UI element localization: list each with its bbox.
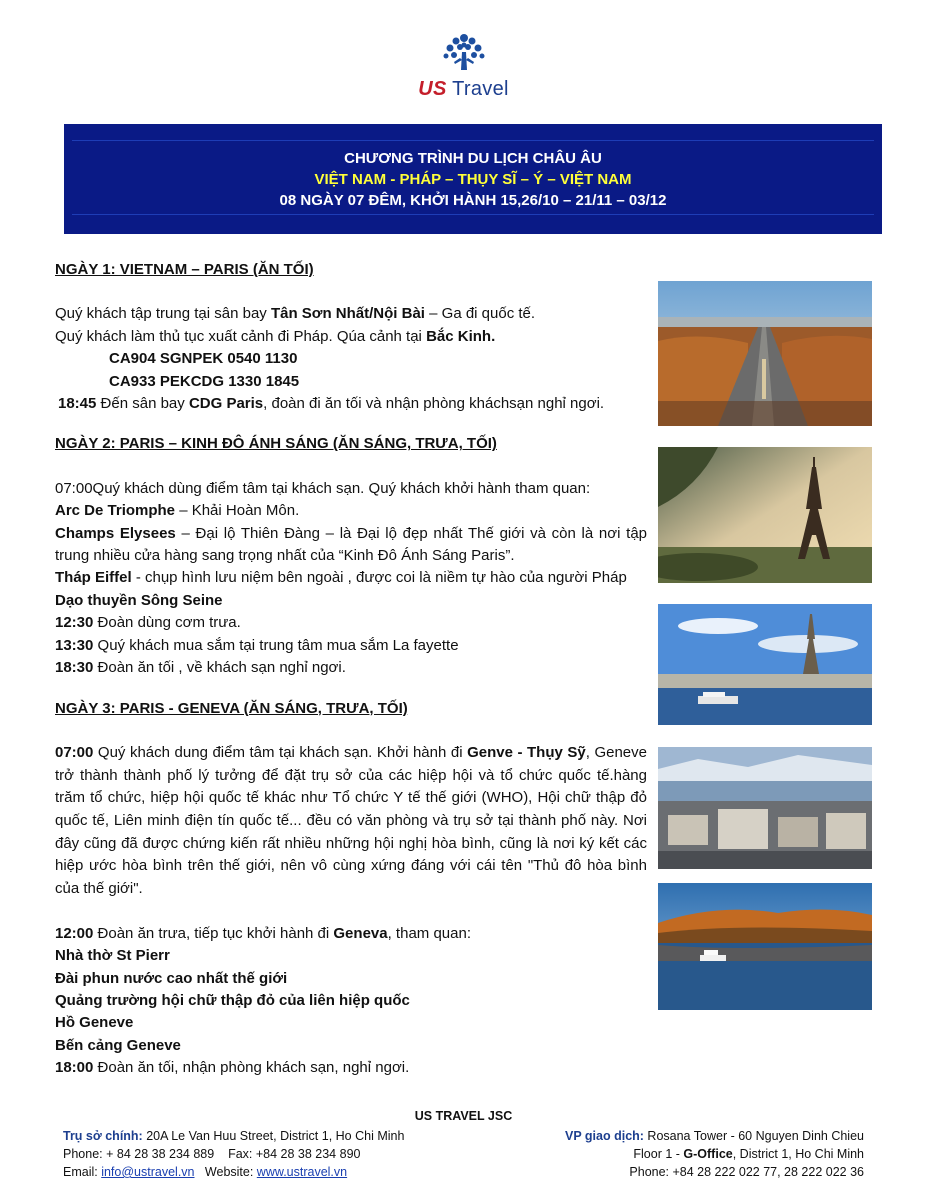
footer-office: [565, 1127, 864, 1181]
banner-dates: 08 NGÀY 07 ĐÊM, KHỞI HÀNH 15,26/10 – 21/11 – 03/12: [279, 192, 667, 209]
logo-travel: Travel: [452, 78, 509, 100]
day1-para3: 18:45 Đến sân bay CDG Paris, đoàn đi ăn tối và nhận phòng kháchsạn nghỉ ngơi.: [58, 395, 605, 413]
itinerary-content: [55, 259, 647, 1080]
page-footer: [0, 1107, 927, 1179]
seine-river-photo: [658, 604, 872, 725]
day1-heading: NGÀY 1: VIETNAM – PARIS (ĂN TỐI): [55, 261, 314, 278]
day2-para5: Dạo thuyền Sông Seine: [55, 591, 223, 609]
office-floor: Floor 1 - G-Office, District 1, Ho Chi Minh: [633, 1147, 864, 1161]
hq-address: Trụ sở chính: 20A Le Van Huu Street, District 1, Ho Chi Minh: [63, 1129, 405, 1143]
eiffel-tower-photo: [658, 447, 872, 583]
banner-rule-top: [72, 140, 874, 141]
office-phone: Phone: +84 28 222 022 77, 28 222 022 36: [629, 1165, 864, 1179]
banner-route: VIỆT NAM - PHÁP – THỤY SĨ – Ý – VIỆT NAM: [314, 171, 632, 188]
champs-elysees-photo: [658, 281, 872, 426]
company-logo: [0, 30, 927, 101]
logo-us: US: [418, 78, 447, 100]
day3-para2: 12:00 Đoàn ăn trưa, tiếp tục khởi hành đi Geneva, tham quan:: [55, 924, 471, 942]
website-link[interactable]: www.ustravel.vn: [256, 1165, 348, 1179]
day2-para6: 12:30 Đoàn dùng cơm trưa.: [55, 614, 241, 632]
flight-2: CA933 PEKCDG 1330 1845: [109, 372, 300, 390]
lake-geneva-photo: [658, 883, 872, 1010]
sight-item: Hồ Geneve: [55, 1014, 134, 1032]
office-address: VP giao dịch: Rosana Tower - 60 Nguyen Dinh Chieu: [565, 1129, 864, 1143]
company-name: US TRAVEL JSC: [414, 1109, 513, 1123]
day3-para3: 18:00 Đoàn ăn tối, nhận phòng khách sạn, nghỉ ngơi.: [55, 1059, 410, 1077]
footer-head-office: [63, 1127, 404, 1181]
hq-contact: Email: info@ustravel.vn Website: www.ustravel.vn: [63, 1165, 348, 1179]
email-link[interactable]: info@ustravel.vn: [101, 1165, 195, 1179]
day1-para2: Quý khách làm thủ tục xuất cảnh đi Pháp. Qúa cảnh tại Bắc Kinh.: [55, 327, 496, 345]
tree-logo-icon: [440, 30, 488, 76]
day2-para4: Tháp Eiffel - chụp hình lưu niệm bên ngoài , được coi là niềm tự hào của người Pháp: [55, 569, 627, 587]
day2-heading: NGÀY 2: PARIS – KINH ĐÔ ÁNH SÁNG (ĂN SÁNG, TRƯA, TỐI): [55, 435, 497, 453]
program-banner: [64, 124, 882, 234]
flight-1: CA904 SGNPEK 0540 1130: [109, 350, 298, 368]
sight-item: Quảng trường hội chữ thập đỏ của liên hiệp quốc: [55, 992, 410, 1010]
sight-item: Bến cảng Geneve: [55, 1036, 181, 1054]
day1-para1: Quý khách tập trung tại sân bay Tân Sơn Nhất/Nội Bài – Ga đi quốc tế.: [55, 305, 536, 323]
geneva-city-photo: [658, 747, 872, 869]
banner-title: CHƯƠNG TRÌNH DU LỊCH CHÂU ÂU: [344, 150, 602, 167]
day2-para2: Arc De Triomphe – Khải Hoàn Môn.: [55, 502, 300, 520]
day3-heading: NGÀY 3: PARIS - GENEVA (ĂN SÁNG, TRƯA, TỐI): [55, 699, 408, 717]
day3-para1: 07:00 Quý khách dung điểm tâm tại khách sạn. Khởi hành đi Genve - Thụy Sỹ, Geneve trở thành thành phố lý tưởng để đặt trụ sở của các hiệp hội và tổ chức quốc tế.hàng trăm tổ chức, hiệp hội quốc tế khác như Tổ chức Y tế thế giới (WHO), Hội chữ thập đỏ quốc tế, Liên minh điện tín quốc tế... đều có văn phòng và trụ sở tại thành phố này. Nơi đây cũng đã được chứng kiến rất nhiều những hội nghị hòa bình, cũng là nơi ký kết các hiệp ước hòa bình trên thế giới, nên vô cùng xứng đáng với cái tên "Thủ đô hòa bình của thế giới".: [55, 743, 647, 898]
logo-wordmark: [0, 78, 927, 101]
day2-para3: Champs Elysees – Đại lộ Thiên Đàng – là Đại lộ đẹp nhất Thế giới và còn là nơi tập trung nhiều cửa hàng sang trọng nhất của “Kinh Đô Ánh Sáng Paris”.: [55, 524, 648, 565]
day2-para1: 07:00Quý khách dùng điểm tâm tại khách sạn. Quý khách khởi hành tham quan:: [55, 479, 591, 497]
hq-phone: Phone: + 84 28 38 234 889 Fax: +84 28 38 234 890: [63, 1147, 361, 1161]
day2-para7: 13:30 Quý khách mua sắm tại trung tâm mua sắm La fayette: [55, 636, 459, 654]
banner-rule-bottom: [72, 214, 874, 215]
sight-item: Đài phun nước cao nhất thế giới: [55, 969, 288, 987]
day2-para8: 18:30 Đoàn ăn tối , về khách sạn nghỉ ngơi.: [55, 659, 346, 677]
sight-item: Nhà thờ St Pierr: [55, 947, 170, 965]
